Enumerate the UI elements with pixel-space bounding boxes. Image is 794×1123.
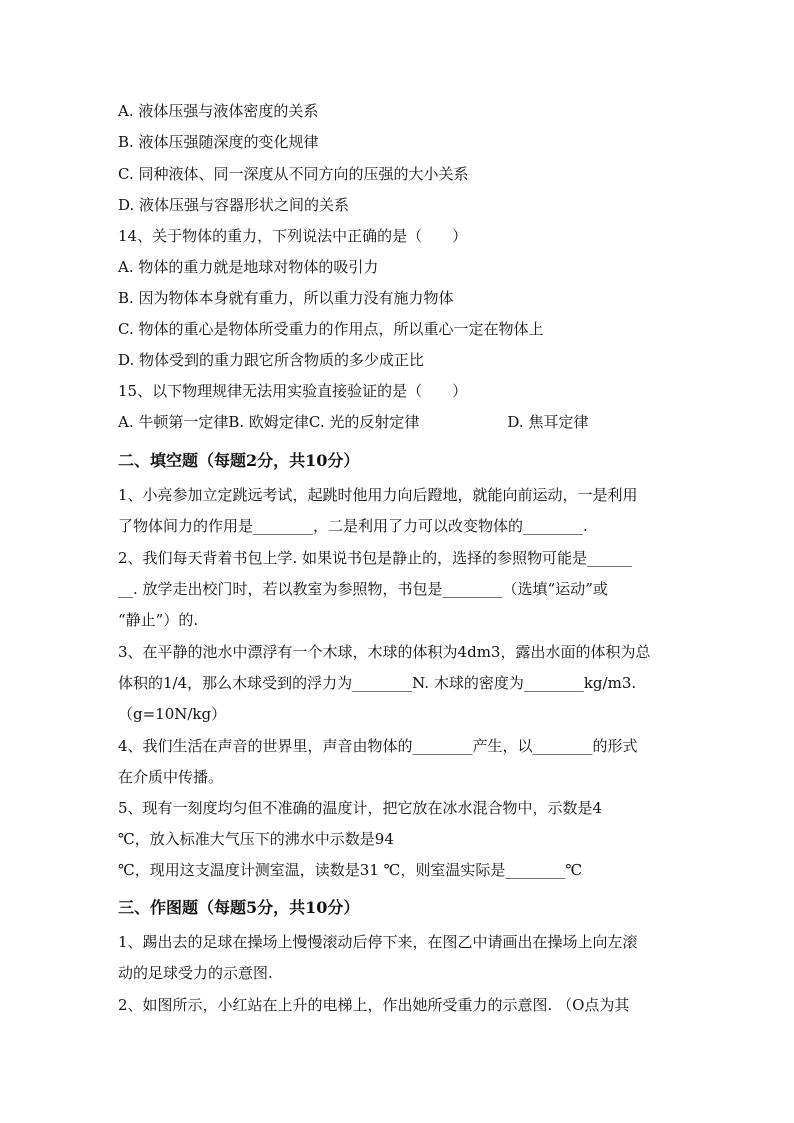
s2-q4-line1: 4、我们生活在声音的世界里，声音由物体的________产生，以________的形式	[118, 737, 638, 755]
s2-q2-line1: 2、我们每天背着书包上学. 如果说书包是静止的，选择的参照物可能是______	[118, 549, 633, 567]
q15-option-d: D. 焦耳定律	[507, 413, 589, 431]
q13-option-d: D. 液体压强与容器形状之间的关系	[118, 196, 350, 214]
q14-option-d: D. 物体受到的重力跟它所含物质的多少成正比	[118, 351, 425, 369]
q14-stem: 14、关于物体的重力，下列说法中正确的是（ ）	[118, 227, 468, 245]
s3-q1-line1: 1、踢出去的足球在操场上慢慢滚动后停下来，在图乙中请画出在操场上向左滚	[118, 933, 638, 951]
section3-title: 三、作图题（每题5分，共10分）	[118, 898, 360, 917]
q15-options	[118, 412, 588, 432]
q13-option-b: B. 液体压强随深度的变化规律	[118, 133, 319, 151]
q14-option-c: C. 物体的重心是物体所受重力的作用点，所以重心一定在物体上	[118, 320, 544, 338]
s2-q1-line2: 了物体间力的作用是________，二是利用了力可以改变物体的________.	[118, 517, 588, 535]
q13-option-a: A. 液体压强与液体密度的关系	[118, 102, 319, 120]
s3-q1-line2: 动的足球受力的示意图.	[118, 964, 273, 982]
s3-q2-line1: 2、如图所示，小红站在上升的电梯上，作出她所受重力的示意图. （O点为其	[118, 996, 630, 1014]
s2-q5-line2: ℃，放入标准大气压下的沸水中示数是94	[118, 830, 394, 848]
q14-option-b: B. 因为物体本身就有重力，所以重力没有施力物体	[118, 289, 454, 307]
s2-q3-line2: 体积的1/4，那么木球受到的浮力为________N. 木球的密度为________kg/m3.	[118, 674, 637, 692]
s2-q3-line3: （g=10N/kg）	[118, 705, 227, 723]
q15-stem: 15、以下物理规律无法用实验直接验证的是（ ）	[118, 382, 468, 400]
s2-q1-line1: 1、小亮参加立定跳远考试，起跳时他用力向后蹬地，就能向前运动，一是利用	[118, 486, 638, 504]
s2-q2-line2: __. 放学走出校门时，若以教室为参照物，书包是________（选填“运动”或	[118, 580, 608, 598]
s2-q5-line1: 5、现有一刻度均匀但不准确的温度计，把它放在冰水混合物中，示数是4	[118, 799, 603, 817]
s2-q5-line3: ℃，现用这支温度计测室温，读数是31 ℃，则室温实际是________℃	[118, 861, 583, 879]
s2-q2-line3: “静止”）的.	[118, 611, 199, 629]
section2-title: 二、填空题（每题2分，共10分）	[118, 451, 360, 470]
q14-option-a: A. 物体的重力就是地球对物体的吸引力	[118, 258, 379, 276]
q15-options-abc: A. 牛顿第一定律B. 欧姆定律C. 光的反射定律	[118, 413, 420, 431]
s2-q3-line1: 3、在平静的池水中漂浮有一个木球，木球的体积为4dm3，露出水面的体积为总	[118, 643, 651, 661]
q13-option-c: C. 同种液体、同一深度从不同方向的压强的大小关系	[118, 165, 469, 183]
s2-q4-line2: 在介质中传播。	[118, 768, 224, 786]
